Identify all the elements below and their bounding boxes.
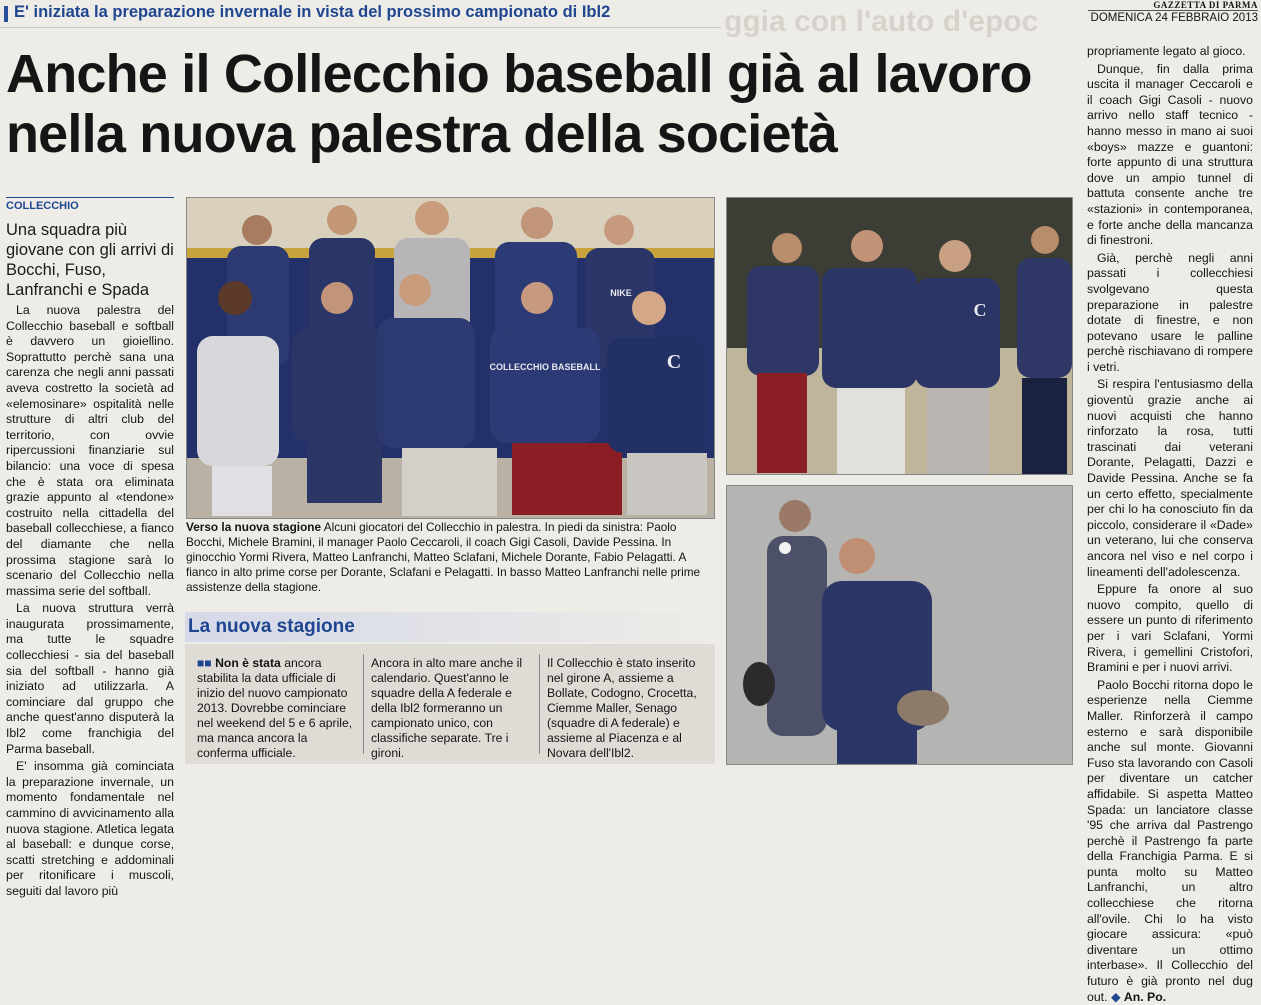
author-signature: An. Po. [1123,989,1167,1004]
box-column-2: Ancora in alto mare anche il calendario. Quest'anno le squadre della A federale e della Ibl2 formeranno un campionato unico, con classifiche separate. Tre i gironi. [371,656,523,760]
collecchio-c-logo: C [666,351,682,373]
paragraph: La nuova struttura verrà inaugurata prossimamente, ma tutte le squadre collecchiesi - sia del baseball sia del softball - hanno già iniziato ad utilizzarla. A cominciare dal gruppo che anche quest'anno disputerà la Ibl2 come franchigia del Parma baseball. [6,601,174,756]
caption-text: Alcuni giocatori del Collecchio in palestra. In piedi da sinistra: Paolo Bocchi, Michele Bramini, il manager Paolo Ceccaroli, il coach Gigi Casoli, Davide Pessina. In ginocchio Yormi Rivera, Matteo Lanfranchi, Matteo Sclafani, Michele Dorante, Fabio Pelagatti. A fianco in alto prime corse per Dorante, Sclafani e Pelagatti. In basso Matteo Lanfranchi nelle prime assistenze della stagione. [186,520,701,594]
paragraph-text: Paolo Bocchi ritorna dopo le esperienze nella Ciemme Maller. Rinforzerà il campo esterno e sarà disponibile anche sul monte. Giovanni Fuso sta lavorando con Casoli per diventare un catcher affidabile. Si aspetta Matteo Spada: un lanciatore classe '95 che arriva dal Pastrengo perchè il Pastrengo fa parte della Franchigia Parma. E si punta molto su Matteo Lanfranchi, un altro collecchiese che ritorna all'ovile. Chi lo ha visto giocare assicura: «può diventare un ottimo interbase». Il Collecchio del futuro è già pronto nel dug out. [1087,677,1253,1004]
catching-photo-illustration [727,486,1072,764]
paragraph: E' insomma già cominciata la preparazione invernale, un momento fondamentale nel cammino di avvicinamento alla nuova stagione. Atletica legata al baseball: e dunque corse, scatti stretching e addominali per ritonificare i muscoli, seguiti dal lavoro più [6,759,174,898]
adjacent-article-bleed: ggia con l'auto d'epoc [724,5,1039,38]
headline-line-1: Anche il Collecchio baseball già al lavoro [6,44,1032,104]
team-photo-illustration [187,198,714,518]
paragraph: Paolo Bocchi ritorna dopo le esperienze nella Ciemme Maller. Rinforzerà il campo esterno e sarà disponibile anche sul monte. Giovanni Fuso sta lavorando con Casoli per diventare un catcher affidabile. Si aspetta Matteo Spada: un lanciatore classe '95 che arriva dal Pastrengo perchè il Pastrengo fa parte della Franchigia Parma. E si punta molto su Matteo Lanfranchi, un altro collecchiese che ritorna all'ovile. Chi lo ha visto giocare assicura: «può diventare un ottimo interbase». Il Collecchio del futuro è già pronto nel dug out. ◆ An. Po. [1087,677,1253,1004]
kicker-accent [4,6,8,22]
publication-name: GAZZETTA DI PARMA [1088,0,1258,11]
catching-photo [726,485,1073,765]
box-column-3: Il Collecchio è stato inserito nel girone A, assieme a Bollate, Codogno, Crocetta, Ciemme Maller, Senago (squadre di A federale) e assieme al Piacenza e al Novara dell'Ibl2. [547,656,697,760]
paragraph: Dunque, fin dalla prima uscita il manager Ceccaroli e il coach Gigi Casoli - nuovo arrivo nello staff tecnico - hanno messo in mano ai suoi «boys» mazze e guantoni: forte appunto di una struttura dove un ampio tunnel di battuta consente anche tre «stazioni» in contemporanea, e forte anche della mancanza di finestroni. [1087,61,1253,248]
box-lead: Non è stata [215,656,281,670]
subhead: Una squadra più giovane con gli arrivi di Bocchi, Fuso, Lanfranchi e Spada [6,221,174,299]
paragraph: propriamente legato al gioco. [1087,44,1246,58]
paragraph: Già, perchè negli anni passati i collecchiesi svolgevano questa preparazione in palestre dotate di finestre, e non potevano usare le palline perchè rischiavano di rompere i vetri. [1087,250,1253,374]
running-photo [726,197,1073,475]
paragraph: Si respira l'entusiasmo della gioventù grazie anche ai nuovi acquisti che hanno rinforzato la rosa, tutti trascinati dai veterani Dorante, Pelagatti, Dazzi e Davide Pessina. Anche se fa un certo effetto, specialmente per chi lo ha conosciuto fin da piccolo, considerare il «Dade» un veterano, lui che conserva ancora nel viso e nel corpo i lineamenti dell'adolescenza. [1087,377,1253,579]
collecchio-jersey-text: COLLECCHIO BASEBALL [489,362,601,372]
running-photo-illustration [727,198,1072,474]
kicker-bar [0,0,722,28]
box-column-1: ■■ Non è stata ancora stabilita la data ufficiale di inizio del nuovo campionato 2013. Dovrebbe cominciare nel weekend del 5 e 6 aprile, ma manca ancora la conferma ufficiale. [197,656,353,760]
headline-line-2: nella nuova palestra della società [6,104,838,164]
masthead [1088,0,1258,27]
publication-date: DOMENICA 24 FEBBRAIO 2013 [1090,12,1258,24]
box-column-1-text: ancora stabilita la data ufficiale di inizio del nuovo campionato 2013. Dovrebbe cominciare nel weekend del 5 e 6 aprile, ma manca ancora la conferma ufficiale. [197,656,353,760]
box-title: La nuova stagione [185,612,718,642]
paragraph: La nuova palestra del Collecchio baseball e softball è davvero un gioiellino. Soprattutto perchè sana una carenza che negli anni passati aveva costretto la società ad «elemosinare» ospitalità nelle strutture di altri club del territorio, con ovvie ripercussioni finanziarie sul bilancio: una voce di spesa che è stata ora eliminata grazie appunto al «tendone» costruito nella cittadella del baseball collecchiese, a fianco del diamante che nella prossima stagione sarà lo scenario del Collecchio nella massima serie del softball. [6,303,174,598]
nike-jersey-text: NIKE [610,288,632,298]
kicker-text: E' iniziata la preparazione invernale in vista del prossimo campionato di Ibl2 [14,3,611,21]
article-column-right [1087,44,1253,1004]
box-divider [363,654,364,754]
section-label: COLLECCHIO [6,197,174,212]
running-c-logo: C [973,300,987,320]
caption-lead: Verso la nuova stagione [186,520,322,534]
headline [6,44,1076,164]
article-column-1 [6,303,174,898]
team-photo [186,197,715,519]
paragraph: Eppure fa onore al suo nuovo compito, quello di essere un punto di riferimento per i vari Sclafani, Yormi Rivera, i gemellini Cristofori, Bramini e per i nuovi arrivi. [1087,582,1253,675]
info-box [185,644,715,764]
box-divider [539,654,540,754]
photo-caption [186,520,714,595]
